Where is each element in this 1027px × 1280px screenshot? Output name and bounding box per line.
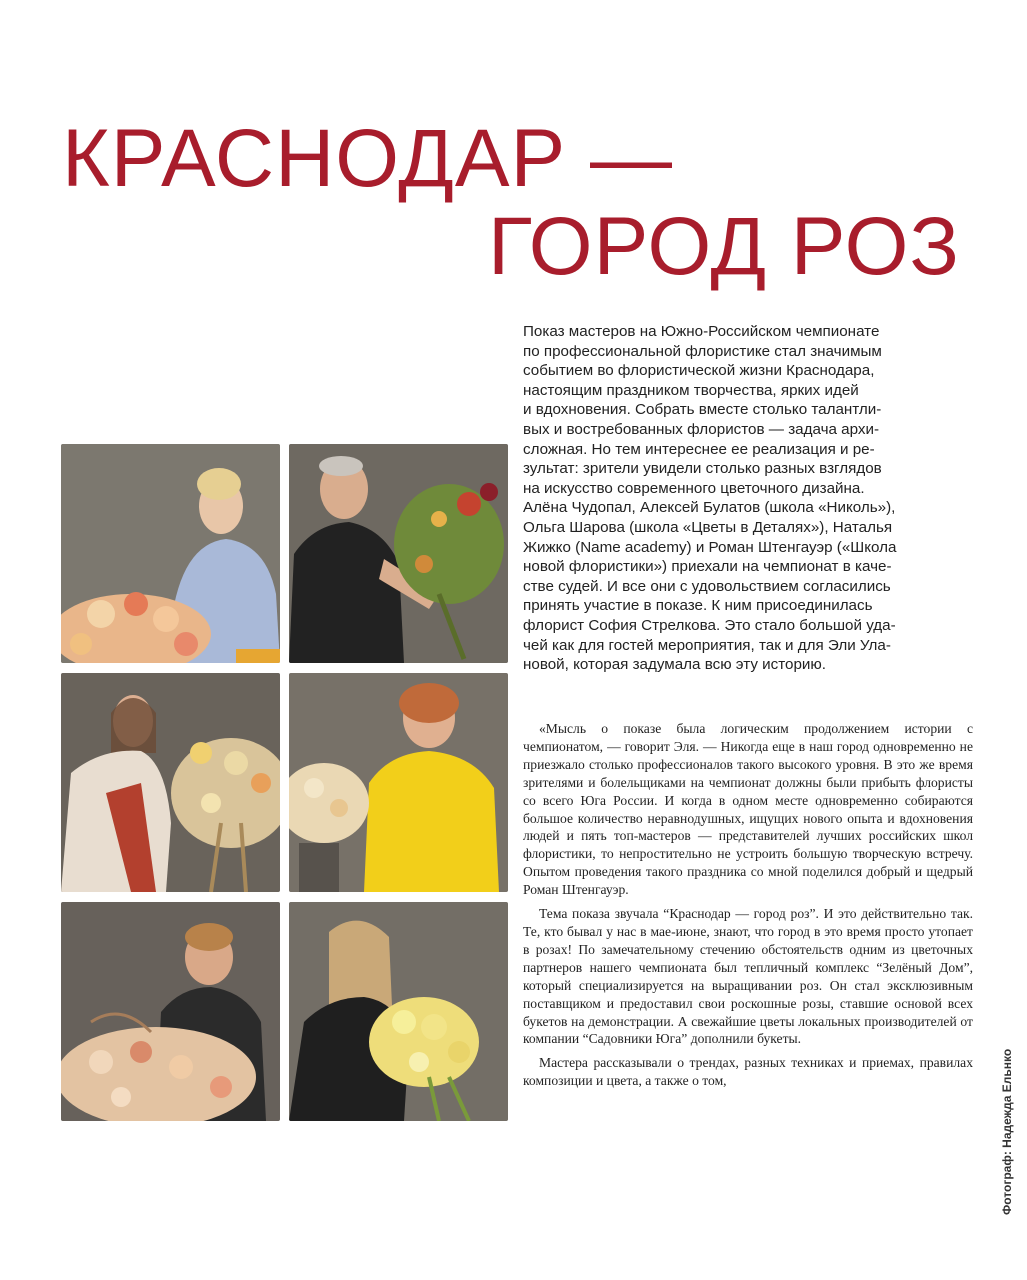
photo-florist-2 (289, 444, 508, 663)
lead-line: и вдохновения. Собрать вместе столько талантли- (523, 401, 882, 419)
lead-line: принять участие в показе. К ним присоединилась (523, 597, 873, 615)
photo-florist-4 (289, 673, 508, 892)
lead-line: стве судей. И все они с удовольствием согласились (523, 577, 891, 595)
headline-line-1: КРАСНОДАР — (62, 113, 673, 204)
lead-line: событием во флористической жизни Краснодара, (523, 362, 875, 380)
photo-florist-1 (61, 444, 280, 663)
lead-line: сложная. Но тем интереснее ее реализация и ре- (523, 440, 875, 458)
article-body (523, 720, 973, 1096)
photo-credit: Фотограф: Надежда Ельнко (1000, 1048, 1014, 1215)
lead-line: Ольга Шарова (школа «Цветы в Деталях»), Наталья (523, 518, 893, 536)
lead-line: зультат: зрители увидели столько разных взглядов (523, 460, 882, 478)
lead-line: вых и востребованных флористов — задача архи- (523, 420, 880, 438)
lead-line: Алёна Чудопал, Алексей Булатов (школа «Николь»), (523, 499, 896, 517)
lead-line: настоящим праздником творчества, ярких идей (523, 381, 859, 399)
body-paragraph-1: «Мысль о показе была логическим продолжением истории с чемпионатом, — говорит Эля. — Никогда еще в наш город одновременно не приезжало столько профессионалов такого высокого уровня. В это же время зрителями и болельщиками на чемпионат должны были прибыть флористы со всего Юга России. И когда в одном месте одновременно собираются большое количество неравнодушных, ищущих нового опыта и вдохновения людей и пять топ-мастеров — представителей лучших российских школ флористики, то непростительно не устроить большую творческую встречу. Опытом проведения такого праздника со мной поделился добрый и щедрый Роман Штенгауэр. (523, 721, 973, 898)
photo-florist-5 (61, 902, 280, 1121)
lead-line: новой, которая задумала всю эту историю. (523, 656, 827, 674)
lead-line: новой флористики») приехали на чемпионат в каче- (523, 558, 892, 576)
body-paragraph-2: Тема показа звучала “Краснодар — город роз”. И это действительно так. Те, кто бывал у нас в мае-июне, знают, что город в это время просто утопает в розах! По замечательному стечению обстоятельств одним из цветочных партнеров нашего чемпионата был тепличный комплекс “Зелёный Дом”, который специализируется на выращивании роз. Он стал эксклюзивным поставщиком и предоставил свои роскошные розы, ставшие основой всех букетов на демонстрации. А свежайшие цветы локальных производителей от компании “Садовники Юга” дополнили букеты. (523, 906, 973, 1047)
photo-florist-3 (61, 673, 280, 892)
lead-paragraph (523, 322, 973, 675)
lead-line: по профессиональной флористике стал значимым (523, 342, 882, 360)
lead-line: на искусство современного цветочного дизайна. (523, 479, 865, 497)
lead-line: Показ мастеров на Южно-Российском чемпионате (523, 323, 880, 340)
lead-line: флорист София Стрелкова. Это стало большой уда- (523, 616, 896, 634)
photo-florist-6 (289, 902, 508, 1121)
lead-line: Жижко (Name academy) и Роман Штенгауэр («Школа (523, 538, 897, 556)
headline-line-2: ГОРОД РОЗ (488, 201, 960, 292)
lead-line: чей как для гостей мероприятия, так и для Эли Ула- (523, 636, 891, 654)
body-paragraph-3: Мастера рассказывали о трендах, разных техниках и приемах, правилах композиции и цвета, а также о том, (523, 1055, 973, 1089)
